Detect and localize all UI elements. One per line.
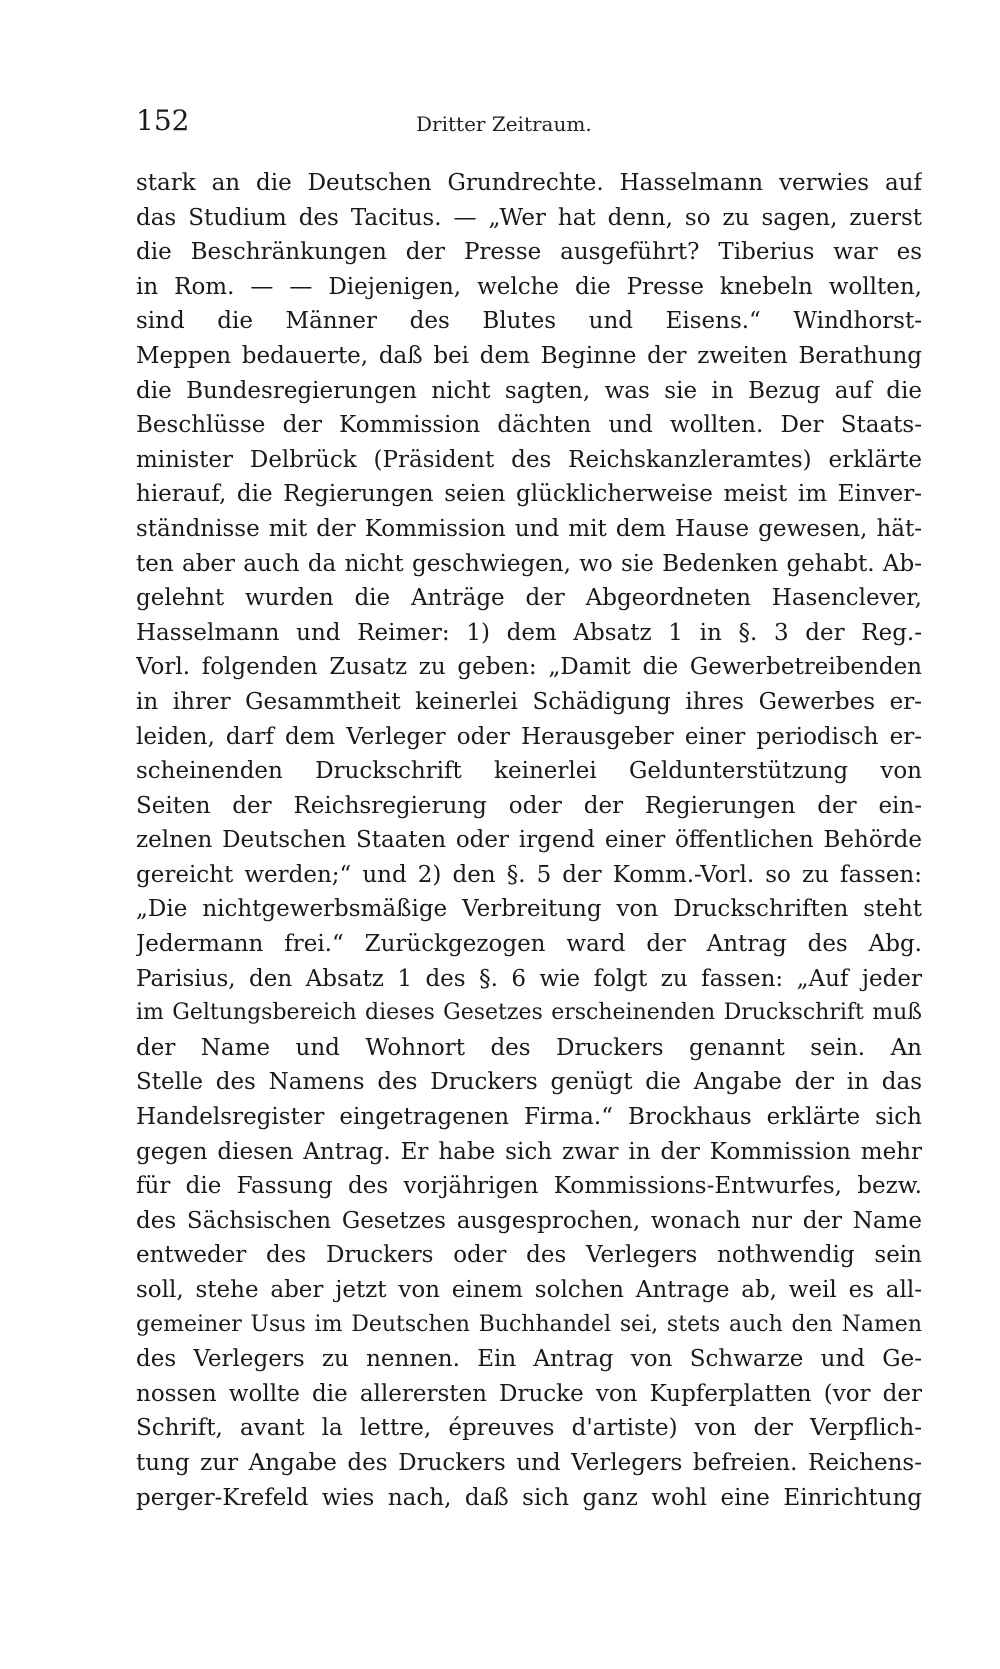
text-line: leiden, darf dem Verleger oder Herausgeber einer periodisch er-	[136, 723, 922, 750]
text-line: ten aber auch da nicht geschwiegen, wo sie Bedenken gehabt. Ab-	[136, 550, 922, 577]
page-number: 152	[136, 104, 190, 137]
text-line: zelnen Deutschen Staaten oder irgend einer öffentlichen Behörde	[136, 827, 922, 854]
text-line: für die Fassung des vorjährigen Kommissions-Entwurfes, bezw.	[136, 1173, 922, 1200]
text-line: das Studium des Tacitus. — „Wer hat denn, so zu sagen, zuerst	[136, 204, 922, 231]
text-line: im Geltungsbereich dieses Gesetzes erscheinenden Druckschrift muß	[136, 1000, 922, 1026]
text-line: Handelsregister eingetragenen Firma.“ Brockhaus erklärte sich	[136, 1104, 922, 1131]
text-line: hierauf, die Regierungen seien glücklicherweise meist im Einver-	[136, 481, 922, 508]
text-line: perger-Krefeld wies nach, daß sich ganz wohl eine Einrichtung	[136, 1484, 922, 1511]
text-line: des Sächsischen Gesetzes ausgesprochen, wonach nur der Name	[136, 1207, 922, 1234]
text-line: gereicht werden;“ und 2) den §. 5 der Komm.-Vorl. so zu fassen:	[136, 861, 922, 888]
text-line: die Beschränkungen der Presse ausgeführt? Tiberius war es	[136, 239, 922, 266]
text-line: die Bundesregierungen nicht sagten, was sie in Bezug auf die	[136, 377, 922, 404]
text-line: Hasselmann und Reimer: 1) dem Absatz 1 in §. 3 der Reg.-	[136, 619, 922, 646]
text-line: Jedermann frei.“ Zurückgezogen ward der Antrag des Abg.	[136, 931, 922, 958]
text-line: Stelle des Namens des Druckers genügt die Angabe der in das	[136, 1069, 922, 1096]
text-line: des Verlegers zu nennen. Ein Antrag von Schwarze und Ge-	[136, 1346, 922, 1373]
text-line: entweder des Druckers oder des Verlegers nothwendig sein	[136, 1242, 922, 1269]
text-line: soll, stehe aber jetzt von einem solchen Antrage ab, weil es all-	[136, 1277, 922, 1303]
text-line: sind die Männer des Blutes und Eisens.“ Windhorst-	[136, 308, 922, 335]
text-line: Beschlüsse der Kommission dächten und wollten. Der Staats-	[136, 412, 922, 439]
text-line: in Rom. — — Diejenigen, welche die Presse knebeln wollten,	[136, 273, 922, 300]
text-line: „Die nichtgewerbsmäßige Verbreitung von Druckschriften steht	[136, 896, 922, 923]
body-text	[136, 166, 922, 1515]
text-line: Parisius, den Absatz 1 des §. 6 wie folgt zu fassen: „Auf jeder	[136, 965, 922, 992]
text-line: scheinenden Druckschrift keinerlei Geldunterstützung von	[136, 758, 922, 785]
text-line: Schrift, avant la lettre, épreuves d'artiste) von der Verpflich-	[136, 1415, 922, 1442]
running-head: Dritter Zeitraum.	[416, 112, 592, 136]
text-line: nossen wollte die allerersten Drucke von Kupferplatten (vor der	[136, 1380, 922, 1407]
text-line: stark an die Deutschen Grundrechte. Hasselmann verwies auf	[136, 170, 922, 196]
text-line: gegen diesen Antrag. Er habe sich zwar in der Kommission mehr	[136, 1138, 922, 1165]
text-line: Meppen bedauerte, daß bei dem Beginne der zweiten Berathung	[136, 342, 922, 369]
text-line: ständnisse mit der Kommission und mit dem Hause gewesen, hät-	[136, 515, 922, 542]
text-line: der Name und Wohnort des Druckers genannt sein. An	[136, 1034, 922, 1061]
text-line: Seiten der Reichsregierung oder der Regierungen der ein-	[136, 792, 922, 819]
text-line: minister Delbrück (Präsident des Reichskanzleramtes) erklärte	[136, 446, 922, 473]
text-line: Vorl. folgenden Zusatz zu geben: „Damit die Gewerbetreibenden	[136, 654, 922, 681]
page-header	[136, 104, 916, 144]
text-line: gemeiner Usus im Deutschen Buchhandel sei, stets auch den Namen	[136, 1311, 922, 1337]
text-line: gelehnt wurden die Anträge der Abgeordneten Hasenclever,	[136, 585, 922, 612]
text-line: in ihrer Gesammtheit keinerlei Schädigung ihres Gewerbes er-	[136, 688, 922, 715]
text-line: tung zur Angabe des Druckers und Verlegers befreien. Reichens-	[136, 1449, 922, 1476]
